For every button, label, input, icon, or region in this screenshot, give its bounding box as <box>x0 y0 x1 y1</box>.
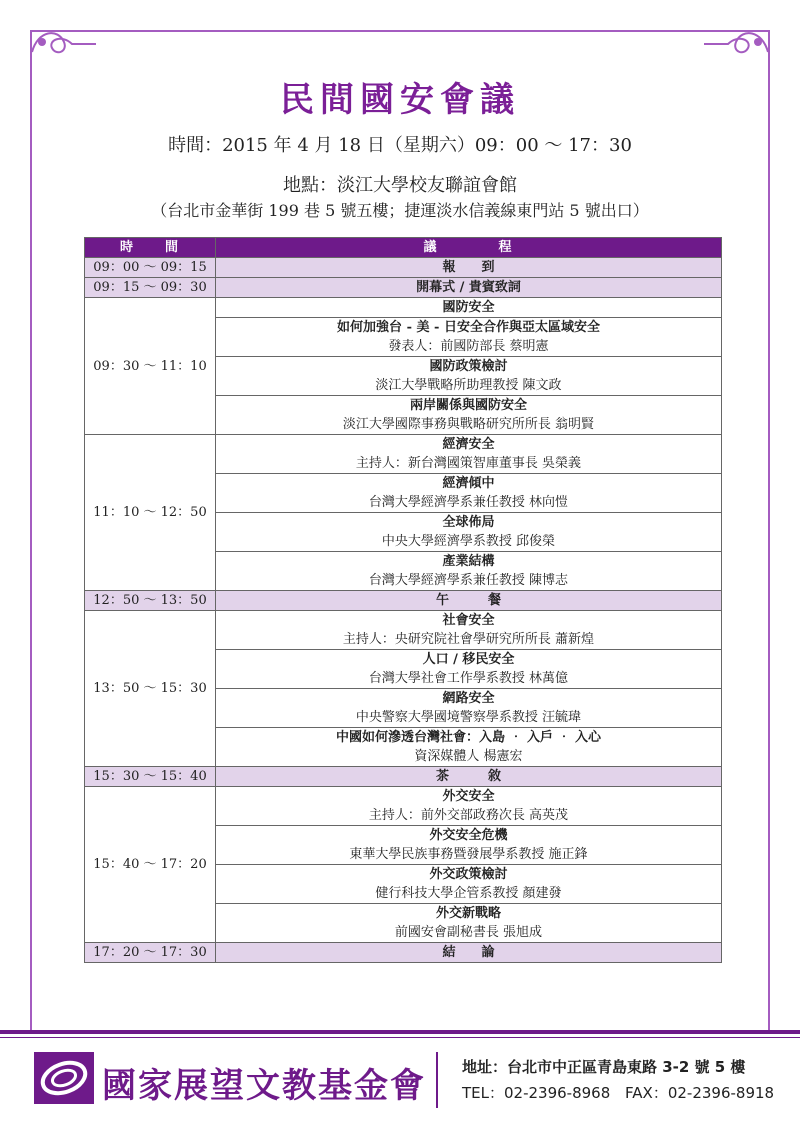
time-cell: 15：40 ～ 17：20 <box>85 787 216 943</box>
speaker: 健行科技大學企管系教授 顏建發 <box>216 884 722 904</box>
event-address: （台北市金華街 199 巷 5 號五樓；捷運淡水信義線東門站 5 號出口） <box>151 201 649 220</box>
topic-title: 經濟傾中 <box>216 474 722 494</box>
footer-divider-thin <box>0 1037 800 1038</box>
time-cell: 15：30 ～ 15：40 <box>85 767 216 787</box>
speaker: 中央大學經濟學系教授 邱俊榮 <box>216 532 722 552</box>
organization-name: 國家展望文教基金會 <box>102 1066 426 1106</box>
table-row <box>85 298 722 318</box>
foundation-logo <box>34 1052 94 1104</box>
session-title: 經濟安全 <box>216 435 722 455</box>
moderator: 主持人：新台灣國策智庫董事長 吳榮義 <box>216 454 722 474</box>
speaker: 淡江大學戰略所助理教授 陳文政 <box>216 376 722 396</box>
time-cell: 09：30 ～ 11：10 <box>85 298 216 435</box>
topic-title: 全球佈局 <box>216 513 722 533</box>
speaker: 發表人：前國防部長 蔡明憲 <box>216 337 722 357</box>
agenda-cell: 結 論 <box>216 943 722 963</box>
time-cell: 09：15 ～ 09：30 <box>85 278 216 298</box>
time-cell: 09：00 ～ 09：15 <box>85 258 216 278</box>
speaker: 台灣大學經濟學系兼任教授 陳博志 <box>216 571 722 591</box>
moderator: 主持人：前外交部政務次長 高英茂 <box>216 806 722 826</box>
event-place: 地點：淡江大學校友聯誼會館 <box>283 175 517 196</box>
session-title: 國防安全 <box>216 298 722 318</box>
topic-title: 如何加強台 - 美 - 日安全合作與亞太區域安全 <box>216 318 722 338</box>
table-row <box>85 943 722 963</box>
header-time: 時 間 <box>85 238 216 258</box>
time-cell: 17：20 ～ 17：30 <box>85 943 216 963</box>
speaker: 中央警察大學國境警察學系教授 汪毓瑋 <box>216 708 722 728</box>
moderator: 主持人：央研究院社會學研究所所長 蕭新煌 <box>216 630 722 650</box>
agenda-table <box>84 237 722 963</box>
speaker: 淡江大學國際事務與戰略研究所所長 翁明賢 <box>216 415 722 435</box>
topic-title: 外交安全危機 <box>216 826 722 846</box>
table-row <box>85 767 722 787</box>
flourish-ornament-right <box>702 22 772 72</box>
footer-separator <box>436 1052 438 1108</box>
table-row <box>85 435 722 455</box>
footer-address: 地址：台北市中正區青島東路 3-2 號 5 樓 <box>462 1058 746 1076</box>
table-row <box>85 611 722 631</box>
topic-title: 中國如何滲透台灣社會：入島 ‧ 入戶 ‧ 入心 <box>216 728 722 748</box>
topic-title: 產業結構 <box>216 552 722 572</box>
table-row <box>85 258 722 278</box>
speaker: 台灣大學經濟學系兼任教授 林向愷 <box>216 493 722 513</box>
topic-title: 網路安全 <box>216 689 722 709</box>
speaker: 東華大學民族事務暨發展學系教授 施正鋒 <box>216 845 722 865</box>
table-header-row <box>85 238 722 258</box>
agenda-cell: 報 到 <box>216 258 722 278</box>
session-title: 外交安全 <box>216 787 722 807</box>
table-row <box>85 278 722 298</box>
speaker: 資深媒體人 楊憲宏 <box>216 747 722 767</box>
topic-title: 人口 / 移民安全 <box>216 650 722 670</box>
topic-title: 兩岸關係與國防安全 <box>216 396 722 416</box>
topic-title: 國防政策檢討 <box>216 357 722 377</box>
flourish-ornament-left <box>28 22 98 72</box>
event-time: 時間：2015 年 4 月 18 日（星期六）09：00 ～ 17：30 <box>168 135 632 156</box>
topic-title: 外交政策檢討 <box>216 865 722 885</box>
agenda-cell: 茶 敘 <box>216 767 722 787</box>
agenda-cell: 午 餐 <box>216 591 722 611</box>
footer-tel: TEL：02-2396-8968 <box>462 1084 611 1102</box>
speaker: 前國安會副秘書長 張旭成 <box>216 923 722 943</box>
footer-divider <box>0 1030 800 1034</box>
footer-contact <box>462 1082 784 1103</box>
footer-fax: FAX：02-2396-8918 <box>625 1084 775 1102</box>
session-title: 社會安全 <box>216 611 722 631</box>
header-agenda: 議 程 <box>216 238 722 258</box>
topic-title: 外交新戰略 <box>216 904 722 924</box>
page-title: 民間國安會議 <box>280 80 520 120</box>
time-cell: 12：50 ～ 13：50 <box>85 591 216 611</box>
time-cell: 13：50 ～ 15：30 <box>85 611 216 767</box>
time-cell: 11：10 ～ 12：50 <box>85 435 216 591</box>
table-row <box>85 787 722 807</box>
table-row <box>85 591 722 611</box>
agenda-cell: 開幕式 / 貴賓致詞 <box>216 278 722 298</box>
speaker: 台灣大學社會工作學系教授 林萬億 <box>216 669 722 689</box>
